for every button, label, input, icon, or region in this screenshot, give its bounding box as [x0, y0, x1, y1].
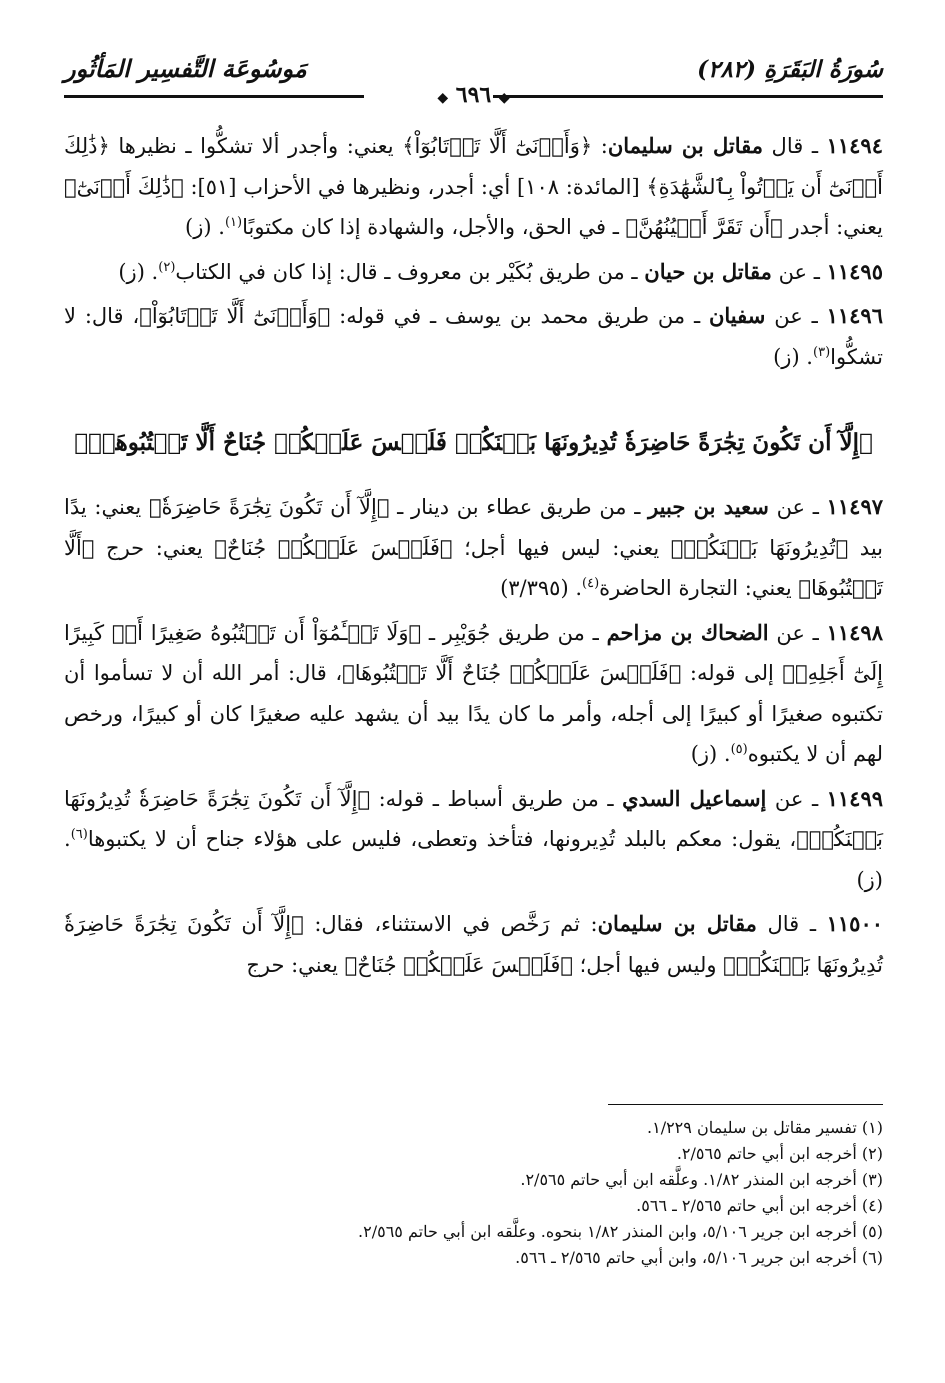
narration-entry [64, 296, 883, 377]
entry-lead: ـ عن [768, 620, 827, 645]
footnote-ref[interactable]: (٤) [582, 576, 600, 591]
ornament-icon: ◆ [437, 90, 449, 106]
main-text [64, 126, 883, 985]
page-number-text: ٦٩٦ [455, 82, 492, 108]
narrator-name: مقاتل بن حيان [644, 258, 772, 284]
footnote-item: (٣) أخرجه ابن المنذر ١/٨٢. وعلَّقه ابن أبي حاتم ٢/٥٦٥. [520, 1170, 883, 1189]
narrator-name: مقاتل بن سليمان [597, 911, 757, 936]
entry-number: ١١٥٠٠ [826, 911, 884, 936]
entry-tail: . (ز) [118, 259, 159, 284]
entry-number: ١١٤٩٦ [826, 303, 883, 328]
ornament-icon: ◆ [498, 90, 510, 106]
footnotes [64, 1104, 883, 1271]
verse-heading: ﴿إِلَّآ أَن تَكُونَ تِجَٰرَةً حَاضِرَةٗ تُدِيرُونَهَا بَيۡنَكُمۡ فَلَيۡسَ عَلَيۡكُمۡ جُنَاحٌ أَلَّا تَكۡتُبُوهَاۗ﴾ [74, 429, 873, 456]
footnote-item: (٥) أخرجه ابن جرير ٥/١٠٦، وابن المنذر ١/٨٢ بنحوه. وعلَّقه ابن أبي حاتم ٢/٥٦٥. [358, 1222, 883, 1241]
footnote-item: (١) تفسير مقاتل بن سليمان ١/٢٢٩. [647, 1118, 883, 1137]
entry-tail: . (ز) [64, 827, 883, 892]
entry-text: ـ من طريق عطاء بن دينار ـ ﴿إِلَّآ أَن تَكُونَ تِجَٰرَةً حَاضِرَةٗ﴾ يعني: يدًا بيد ﴿تُدِيرُونَهَا بَيۡنَكُمۡ﴾ يعني: ليس فيها أجل؛ ﴿فَلَيۡسَ عَلَيۡكُمۡ جُنَاحٌ﴾ يعني: حرج ﴿أَلَّا تَكۡتُبُوهَا﴾ يعني: التجارة الحاضرة [64, 495, 883, 600]
footnote-ref[interactable]: (٥) [730, 742, 748, 757]
footnote-ref[interactable]: (٦) [70, 827, 88, 842]
footnote-rule [608, 1104, 883, 1105]
narrator-name: سعيد بن جبير [648, 494, 769, 519]
entry-tail: . (ز) [690, 742, 731, 766]
entry-tail: . (ز) [773, 344, 813, 369]
entry-text: ـ من طريق محمد بن يوسف ـ في قوله: ﴿وَأَدۡنَىٰٓ أَلَّا تَرۡتَابُوٓاْ﴾، قال: لا تشكُّوا [64, 304, 883, 369]
entry-tail: . (ز) [185, 215, 225, 239]
entry-text: : ثم رَخَّص في الاستثناء، فقال: ﴿إِلَّآ أَن تَكُونَ تِجَٰرَةً حَاضِرَةٗ تُدِيرُونَهَا بَيۡنَكُمۡ﴾ وليس فيها أجل؛ ﴿فَلَيۡسَ عَلَيۡكُمۡ جُنَاحٌ﴾ يعني: حرج [64, 912, 883, 977]
footnote-item: (٢) أخرجه ابن أبي حاتم ٢/٥٦٥. [676, 1144, 883, 1163]
narration-entry [64, 613, 883, 775]
entry-number: ١١٤٩٧ [826, 494, 884, 519]
entry-number: ١١٤٩٨ [826, 619, 883, 645]
surah-title: سُورَةُ البَقَرَةِ (٢٨٢) [697, 56, 883, 83]
footnote-ref[interactable]: (٢) [158, 259, 176, 275]
entry-lead: ـ عن [766, 786, 827, 811]
entry-lead: ـ عن [765, 304, 827, 328]
entry-tail: . (٣/٣٩٥) [500, 576, 583, 600]
entry-lead: ـ عن [771, 259, 827, 284]
narrator-name: الضحاك بن مزاحم [606, 619, 769, 645]
entry-number: ١١٤٩٤ [826, 133, 883, 158]
narration-entry [64, 779, 883, 901]
footnote-list [64, 1115, 883, 1271]
footnote-item: (٤) أخرجه ابن أبي حاتم ٢/٥٦٥ ـ ٥٦٦. [636, 1196, 883, 1215]
entry-number: ١١٤٩٥ [826, 258, 883, 284]
page [64, 52, 883, 989]
book-title: مَوسُوعَة التَّفسِير المَأثُور [64, 54, 307, 83]
footnote-ref[interactable]: (١) [224, 215, 243, 230]
narration-entry [64, 252, 883, 293]
entry-text: : ﴿وَأَدۡنَىٰٓ أَلَّا تَرۡتَابُوٓاْ﴾ يعني: وأجدر ألا تشكُّوا ـ نظيرها ﴿ذَٰلِكَ أَدۡنَىٰٓ أَن يَأۡتُواْ بِٱلشَّهَٰدَةِ﴾ [المائدة: ١٠٨] أي: أجدر، ونظيرها في الأحزاب [٥١]: ﴿ذَٰلِكَ أَدۡنَىٰٓ﴾ يعني: أجدر ﴿أَن تَقَرَّ أَعۡيُنُهُنَّ﴾ ـ في الحق، والأجل، والشهادة إذا كان مكتوبًا [64, 134, 883, 239]
narration-entry [64, 487, 883, 609]
entry-lead: ـ قال [762, 134, 827, 158]
footnote-ref[interactable]: (٣) [813, 344, 831, 360]
entry-lead: ـ قال [756, 912, 827, 936]
page-number [64, 82, 883, 108]
entry-text: ـ من طريق جُوَيْبِر ـ ﴿وَلَا تَسۡـَٔمُوٓاْ أَن تَكۡتُبُوهُ صَغِيرًا أَوۡ كَبِيرًا إِلَىٰٓ أَجَلِهِۦ﴾ إلى قوله: ﴿فَلَيۡسَ عَلَيۡكُمۡ جُنَاحٌ أَلَّا تَكۡتُبُوهَا﴾، قال: أمر الله أن لا تسأموا أن تكتبوه صغيرًا أو كبيرًا إلى أجله، وأمر ما كان يدًا بيد أن يشهد عليه صغيرًا كان أو كبيرًا، ورخص لهم أن لا يكتبوه [64, 620, 883, 766]
running-header [64, 52, 883, 108]
narrator-name: سفيان [708, 303, 766, 328]
narration-entry [64, 126, 883, 248]
entry-lead: ـ عن [768, 495, 827, 519]
entry-number: ١١٤٩٩ [826, 785, 884, 811]
narrator-name: إسماعيل السدي [622, 785, 767, 811]
narration-entry [64, 904, 883, 985]
narrator-name: مقاتل بن سليمان [607, 133, 763, 158]
entry-text: ـ من طريق أسباط ـ قوله: ﴿إِلَّآ أَن تَكُونَ تِجَٰرَةً حَاضِرَةٗ تُدِيرُونَهَا بَيۡنَكُمۡ﴾، يقول: معكم بالبلد تُدِيرونها، فتأخذ وتعطى، فليس على هؤلاء جناح أن لا يكتبوها [64, 786, 883, 851]
footnote-item: (٦) أخرجه ابن جرير ٥/١٠٦، وابن أبي حاتم ٢/٥٦٥ ـ ٥٦٦. [515, 1248, 883, 1267]
entry-text: ـ من طريق بُكَيْر بن معروف ـ قال: إذا كان في الكتاب [175, 259, 645, 284]
